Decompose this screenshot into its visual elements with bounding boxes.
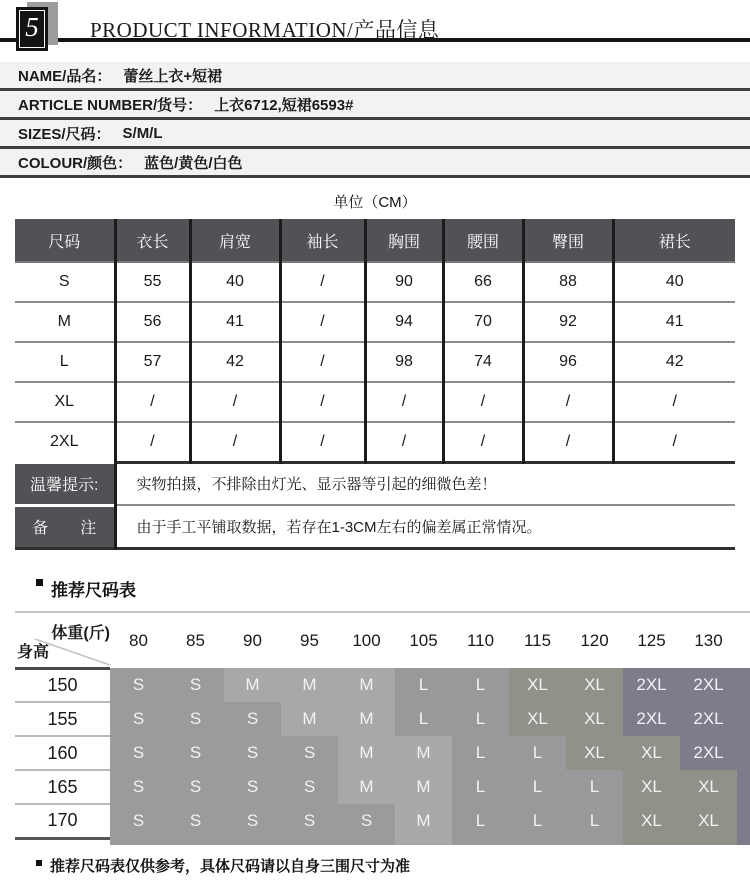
size-value-cell: 74	[443, 342, 523, 382]
recommended-size-cell: XL	[680, 804, 737, 838]
recommended-size-cell: M	[281, 668, 338, 702]
recommended-size-cell: L	[566, 770, 623, 804]
recommend-row	[15, 668, 750, 702]
height-cell: 150	[15, 668, 110, 702]
size-table-header-cell: 腰围	[443, 219, 523, 262]
recommended-size-cell: S	[281, 770, 338, 804]
size-value-cell: /	[280, 422, 365, 462]
band-cell	[167, 838, 224, 845]
size-value-cell: 40	[190, 262, 280, 302]
info-label: SIZES/尺码：	[18, 125, 111, 143]
recommended-size-cell: L	[566, 804, 623, 838]
recommended-size-cell: XL	[509, 702, 566, 736]
weight-header-cell: 115	[523, 630, 552, 650]
info-value: 蕾丝上衣+短裙	[123, 67, 223, 85]
weight-header-cell: 100	[352, 630, 381, 650]
size-value-cell: /	[365, 382, 443, 422]
recommended-size-cell: S	[167, 736, 224, 770]
size-value-cell: /	[115, 422, 190, 462]
size-value-cell: /	[115, 382, 190, 422]
size-value-cell: 90	[365, 262, 443, 302]
size-value-cell: /	[443, 382, 523, 422]
size-value-cell: 56	[115, 302, 190, 342]
info-value: 蓝色/黄色/白色	[144, 154, 243, 172]
recommended-size-cell: S	[224, 736, 281, 770]
size-value-cell: 40	[613, 262, 735, 302]
size-value-cell: /	[280, 262, 365, 302]
recommend-row	[15, 770, 750, 804]
recommended-size-cell: L	[452, 804, 509, 838]
size-value-cell: /	[280, 302, 365, 342]
section-number-badge	[16, 7, 48, 51]
recommend-size-table	[15, 611, 750, 845]
recommended-size-cell: M	[395, 804, 452, 838]
size-value-cell: 41	[613, 302, 735, 342]
height-axis-label: 身高	[17, 643, 50, 661]
recommended-size-cell: S	[167, 770, 224, 804]
weight-header-cell: 125	[637, 630, 666, 650]
corner-cell	[15, 612, 110, 668]
size-value-cell: 98	[365, 342, 443, 382]
recommended-size-cell: L	[452, 736, 509, 770]
recommended-size-cell: XL	[566, 668, 623, 702]
size-value-cell: /	[613, 422, 735, 462]
height-cell: 155	[15, 702, 110, 736]
info-row-colour	[0, 149, 750, 178]
recommended-size-cell: L	[509, 770, 566, 804]
info-value: S/M/L	[122, 124, 163, 142]
size-table-header-cell: 胸围	[365, 219, 443, 262]
spacer-header-cell	[737, 612, 750, 668]
size-table-body	[15, 262, 735, 548]
recommended-size-cell: M	[338, 736, 395, 770]
note-row	[15, 505, 735, 548]
section-number: 5	[19, 10, 45, 48]
recommended-size-cell: 2XL	[680, 736, 737, 770]
product-info-bars	[0, 62, 750, 178]
recommended-size-cell: S	[224, 770, 281, 804]
size-row-name: S	[58, 273, 70, 290]
recommended-size-cell: 2XL	[680, 702, 737, 736]
spacer-cell	[737, 804, 750, 838]
weight-header-cell: 120	[580, 630, 609, 650]
size-table-header-cell: 裙长	[613, 219, 735, 262]
size-value-cell: 88	[523, 262, 613, 302]
recommended-size-cell: S	[167, 804, 224, 838]
size-value-cell: /	[613, 382, 735, 422]
recommended-size-cell: S	[281, 736, 338, 770]
size-table-header-cell: 肩宽	[190, 219, 280, 262]
recommended-size-cell: XL	[623, 736, 680, 770]
recommended-size-cell: S	[110, 770, 167, 804]
bottom-color-band	[15, 838, 750, 845]
recommended-size-cell: 2XL	[623, 702, 680, 736]
recommend-heading-text: 推荐尺码表	[51, 581, 136, 600]
recommend-row	[15, 702, 750, 736]
size-table-row	[15, 262, 735, 302]
recommended-size-cell: M	[395, 736, 452, 770]
recommend-row	[15, 804, 750, 838]
recommended-size-cell: S	[167, 702, 224, 736]
size-value-cell: /	[280, 342, 365, 382]
spacer-cell	[737, 770, 750, 804]
recommended-size-cell: S	[110, 702, 167, 736]
band-cell	[452, 838, 509, 845]
size-table-header-cell: 衣长	[115, 219, 190, 262]
size-row-name: XL	[15, 382, 115, 422]
recommend-table-body	[15, 668, 750, 845]
info-label: NAME/品名：	[18, 67, 112, 85]
recommended-size-cell: L	[395, 702, 452, 736]
recommended-size-cell: 2XL	[623, 668, 680, 702]
size-table-header-cell: 尺码	[15, 219, 115, 262]
size-table-header-cell: 袖长	[280, 219, 365, 262]
weight-header-cell: 80	[129, 630, 148, 650]
size-value-cell: 57	[115, 342, 190, 382]
size-value-cell: 70	[443, 302, 523, 342]
size-value-cell: 42	[613, 342, 735, 382]
note-label: 温馨提示:	[15, 462, 115, 505]
note-row	[15, 462, 735, 505]
size-value-cell: 94	[365, 302, 443, 342]
info-value: 上衣6712,短裙6593#	[214, 96, 354, 114]
size-row-name: L	[15, 342, 115, 382]
info-label: COLOUR/颜色：	[18, 154, 133, 172]
size-table-header-row	[15, 219, 735, 262]
weight-header-cell: 105	[409, 630, 438, 650]
recommend-heading	[36, 576, 136, 601]
note-text: 由于手工平铺取数据，若存在1-3CM左右的偏差属正常情况。	[115, 505, 735, 548]
size-value-cell: 55	[115, 262, 190, 302]
weight-header-cell: 110	[466, 630, 495, 650]
recommended-size-cell: S	[338, 804, 395, 838]
recommended-size-cell: L	[452, 668, 509, 702]
size-table-header-cell: 臀围	[523, 219, 613, 262]
recommended-size-cell: M	[338, 668, 395, 702]
size-table-row	[15, 302, 735, 342]
size-value-cell: 96	[523, 342, 613, 382]
recommended-size-cell: M	[224, 668, 281, 702]
weight-axis-label: 体重(斤)	[51, 625, 110, 642]
recommended-size-cell: M	[338, 770, 395, 804]
size-value-cell: /	[443, 422, 523, 462]
recommended-size-cell: XL	[623, 804, 680, 838]
square-bullet-icon	[36, 860, 42, 866]
info-row-article-number	[0, 91, 750, 120]
recommended-size-cell: XL	[566, 702, 623, 736]
recommended-size-cell: M	[395, 770, 452, 804]
recommended-size-cell: XL	[509, 668, 566, 702]
weight-header-cell: 130	[694, 630, 723, 650]
size-table-row	[15, 422, 735, 462]
size-value-cell: 42	[190, 342, 280, 382]
size-value-cell: /	[523, 382, 613, 422]
recommend-footnote	[36, 855, 410, 876]
size-table-row	[15, 342, 735, 382]
band-height-cell	[15, 838, 110, 845]
recommended-size-cell: S	[224, 804, 281, 838]
size-table-row	[15, 382, 735, 422]
band-cell	[509, 838, 566, 845]
size-value-cell: 66	[443, 262, 523, 302]
recommended-size-cell: L	[509, 736, 566, 770]
weight-header-cell: 95	[300, 630, 319, 650]
size-row-name: M	[15, 302, 115, 342]
recommended-size-cell: S	[110, 668, 167, 702]
size-value-cell: /	[280, 382, 365, 422]
recommended-size-cell: L	[395, 668, 452, 702]
band-cell	[281, 838, 338, 845]
size-value-cell: /	[365, 422, 443, 462]
recommended-size-cell: S	[167, 668, 224, 702]
size-value-cell: /	[190, 422, 280, 462]
recommend-row	[15, 736, 750, 770]
recommended-size-cell: S	[224, 702, 281, 736]
spacer-cell	[737, 668, 750, 702]
weight-header-cell: 85	[186, 630, 205, 650]
page-title: PRODUCT INFORMATION/产品信息	[90, 18, 440, 42]
recommended-size-cell: XL	[680, 770, 737, 804]
recommended-size-cell: L	[509, 804, 566, 838]
size-value-cell: /	[190, 382, 280, 422]
size-value-cell: 92	[523, 302, 613, 342]
recommended-size-cell: 2XL	[680, 668, 737, 702]
size-row-name: 2XL	[15, 422, 115, 462]
note-text: 实物拍摄，不排除由灯光、显示器等引起的细微色差！	[115, 462, 735, 505]
recommended-size-cell: M	[281, 702, 338, 736]
band-cell	[623, 838, 680, 845]
unit-label: 单位（CM）	[333, 194, 417, 211]
spacer-cell	[737, 736, 750, 770]
height-cell: 160	[15, 736, 110, 770]
info-row-sizes	[0, 120, 750, 149]
recommended-size-cell: S	[281, 804, 338, 838]
recommended-size-cell: L	[452, 702, 509, 736]
recommended-size-cell: XL	[566, 736, 623, 770]
recommended-size-cell: S	[110, 804, 167, 838]
height-cell: 170	[15, 804, 110, 838]
weight-header-cell: 90	[243, 630, 262, 650]
recommend-footnote-text: 推荐尺码表仅供参考，具体尺码请以自身三围尺寸为准	[50, 858, 411, 875]
band-cell	[680, 838, 737, 845]
recommended-size-cell: XL	[623, 770, 680, 804]
band-cell	[338, 838, 395, 845]
band-cell	[224, 838, 281, 845]
band-spacer-cell	[737, 838, 750, 845]
band-cell	[395, 838, 452, 845]
info-row-name	[0, 62, 750, 91]
recommended-size-cell: S	[110, 736, 167, 770]
recommended-size-cell: L	[452, 770, 509, 804]
square-bullet-icon	[36, 579, 43, 586]
recommended-size-cell: M	[338, 702, 395, 736]
height-cell: 165	[15, 770, 110, 804]
recommend-header-row	[15, 612, 750, 668]
size-value-cell: 41	[190, 302, 280, 342]
size-value-cell: /	[523, 422, 613, 462]
band-cell	[566, 838, 623, 845]
note-label: 备 注	[15, 505, 115, 548]
spacer-cell	[737, 702, 750, 736]
size-table	[15, 219, 735, 550]
band-cell	[110, 838, 167, 845]
info-label: ARTICLE NUMBER/货号：	[18, 96, 203, 114]
